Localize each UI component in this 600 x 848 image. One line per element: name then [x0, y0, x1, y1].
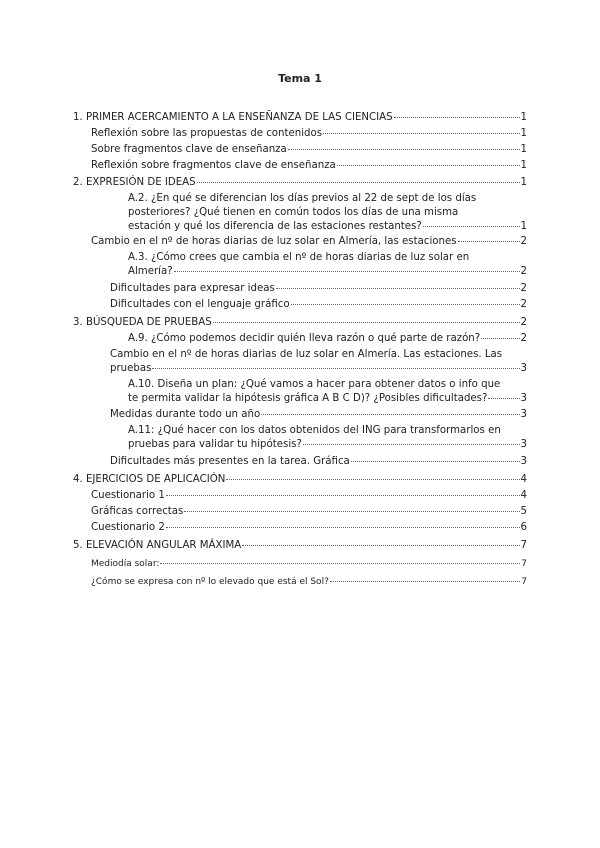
toc-leader-dots — [174, 271, 520, 272]
toc-leader-dots — [288, 149, 520, 150]
toc-entry-text: Cuestionario 1 — [91, 490, 165, 501]
toc-entry[interactable] — [128, 251, 527, 279]
toc-entry-text: A.2. ¿En qué se diferencian los días previos al 22 de sept de los días — [128, 193, 477, 204]
toc-entry-text: estación y qué los diferencia de las estaciones restantes? — [128, 221, 422, 232]
toc-entry-text: posteriores? ¿Qué tienen en común todos los días de una misma — [128, 207, 459, 218]
toc-entry-text: 1. PRIMER ACERCAMIENTO A LA ENSEÑANZA DE LAS CIENCIAS — [73, 112, 393, 123]
toc-entry[interactable] — [91, 557, 527, 571]
toc-entry[interactable] — [73, 176, 527, 190]
toc-leader-dots — [242, 545, 519, 546]
toc-entry-text: Dificultades para expresar ideas — [110, 283, 275, 294]
toc-page-number: 4 — [520, 474, 527, 485]
toc-entry[interactable] — [128, 192, 527, 234]
toc-page-number: 1 — [520, 177, 527, 188]
toc-entry-text: 3. BÚSQUEDA DE PRUEBAS — [73, 317, 212, 328]
toc-page-number: 1 — [520, 221, 527, 232]
toc-leader-dots — [184, 511, 519, 512]
toc-entry[interactable] — [73, 111, 527, 125]
toc-entry[interactable] — [110, 298, 527, 312]
toc-page-number: 3 — [520, 363, 527, 374]
toc-leader-dots — [337, 165, 520, 166]
toc-entry-text: te permita validar la hipótesis gráfica A B C D)? ¿Posibles dificultades? — [128, 393, 488, 404]
toc-entry[interactable] — [91, 521, 527, 535]
toc-leader-dots — [197, 182, 520, 183]
toc-entry-text: Medidas durante todo un año — [110, 409, 261, 420]
toc-entry[interactable] — [91, 505, 527, 519]
toc-entry[interactable] — [91, 127, 527, 141]
toc-entry-text: A.10. Diseña un plan: ¿Qué vamos a hacer para obtener datos o info que — [128, 379, 501, 390]
toc-leader-dots — [488, 398, 519, 399]
toc-entry-text: Reflexión sobre las propuestas de contenidos — [91, 128, 323, 139]
toc-entry[interactable] — [73, 539, 527, 553]
toc-leader-dots — [458, 241, 520, 242]
toc-entry[interactable] — [91, 575, 527, 589]
document-title: Tema 1 — [278, 72, 322, 85]
toc-entry-text: Dificultades con el lenguaje gráfico — [110, 299, 290, 310]
toc-entry[interactable] — [110, 408, 527, 422]
toc-leader-dots — [481, 338, 519, 339]
toc-entry[interactable] — [110, 348, 527, 376]
toc-entry-text: A.11: ¿Qué hacer con los datos obtenidos del ING para transformarlos en — [128, 425, 501, 436]
toc-page-number: 3 — [520, 393, 527, 404]
toc-entry-text: 5. ELEVACIÓN ANGULAR MÁXIMA — [73, 540, 242, 551]
toc-page-number: 5 — [520, 506, 527, 517]
toc-entry[interactable] — [73, 473, 527, 487]
toc-entry[interactable] — [128, 378, 527, 406]
toc-entry[interactable] — [91, 159, 527, 173]
toc-entry-text: Almería? — [128, 266, 173, 277]
toc-leader-dots — [166, 527, 520, 528]
toc-page-number: 3 — [520, 409, 527, 420]
toc-leader-dots — [226, 479, 519, 480]
toc-leader-dots — [152, 368, 519, 369]
toc-entry-text: A.3. ¿Cómo crees que cambia el nº de horas diarias de luz solar en — [128, 252, 470, 263]
toc-entry-text: Dificultades más presentes en la tarea. Gráfica — [110, 456, 350, 467]
toc-leader-dots — [261, 414, 519, 415]
toc-entry[interactable] — [110, 282, 527, 296]
toc-page-number: 2 — [520, 236, 527, 247]
toc-entry-text: Cambio en el nº de horas diarias de luz solar en Almería. Las estaciones. Las — [110, 349, 503, 360]
toc-entry-text: Sobre fragmentos clave de enseñanza — [91, 144, 287, 155]
toc-leader-dots — [330, 581, 520, 582]
toc-entry[interactable] — [91, 235, 527, 249]
toc-page-number: 4 — [520, 490, 527, 501]
toc-leader-dots — [291, 304, 520, 305]
toc-entry-text: Mediodía solar: — [91, 559, 160, 569]
toc-page-number: 1 — [520, 128, 527, 139]
toc-entry-text: Cuestionario 2 — [91, 522, 165, 533]
toc-leader-dots — [276, 288, 520, 289]
toc-page-number: 2 — [520, 333, 527, 344]
toc-page-number: 2 — [520, 283, 527, 294]
toc-entry-text: Cambio en el nº de horas diarias de luz solar en Almería, las estaciones — [91, 236, 457, 247]
toc-entry[interactable] — [91, 143, 527, 157]
toc-leader-dots — [394, 117, 520, 118]
toc-page-number: 2 — [520, 266, 527, 277]
toc-page-number: 1 — [520, 112, 527, 123]
toc-page-number: 7 — [521, 559, 527, 569]
toc-entry[interactable] — [128, 424, 527, 452]
toc-entry-text: Gráficas correctas — [91, 506, 184, 517]
toc-entry-text: 2. EXPRESIÓN DE IDEAS — [73, 177, 196, 188]
toc-leader-dots — [323, 133, 519, 134]
toc-entry[interactable] — [73, 316, 527, 330]
toc-leader-dots — [303, 444, 520, 445]
toc-page-number: 1 — [520, 160, 527, 171]
toc-leader-dots — [423, 226, 520, 227]
toc-page-number: 2 — [520, 317, 527, 328]
toc-leader-dots — [351, 461, 520, 462]
toc-page-number: 2 — [520, 299, 527, 310]
toc-entry-text: ¿Cómo se expresa con nº lo elevado que está el Sol? — [91, 577, 329, 587]
toc-entry[interactable] — [91, 489, 527, 503]
toc-entry-text: 4. EJERCICIOS DE APLICACIÓN — [73, 474, 226, 485]
toc-page-number: 3 — [520, 456, 527, 467]
toc-entry[interactable] — [110, 455, 527, 469]
toc-page-number: 1 — [520, 144, 527, 155]
toc-leader-dots — [160, 563, 520, 564]
toc-page-number: 6 — [520, 522, 527, 533]
toc-leader-dots — [213, 322, 520, 323]
toc-entry-text: pruebas — [110, 363, 152, 374]
toc-entry-text: Reflexión sobre fragmentos clave de enseñanza — [91, 160, 336, 171]
toc-entry-text: A.9. ¿Cómo podemos decidir quién lleva razón o qué parte de razón? — [128, 333, 481, 344]
toc-entry[interactable] — [128, 332, 527, 346]
toc-page-number: 3 — [520, 439, 527, 450]
toc-leader-dots — [166, 495, 520, 496]
toc-page-number: 7 — [521, 577, 527, 587]
toc-page-number: 7 — [520, 540, 527, 551]
toc-entry-text: pruebas para validar tu hipótesis? — [128, 439, 302, 450]
